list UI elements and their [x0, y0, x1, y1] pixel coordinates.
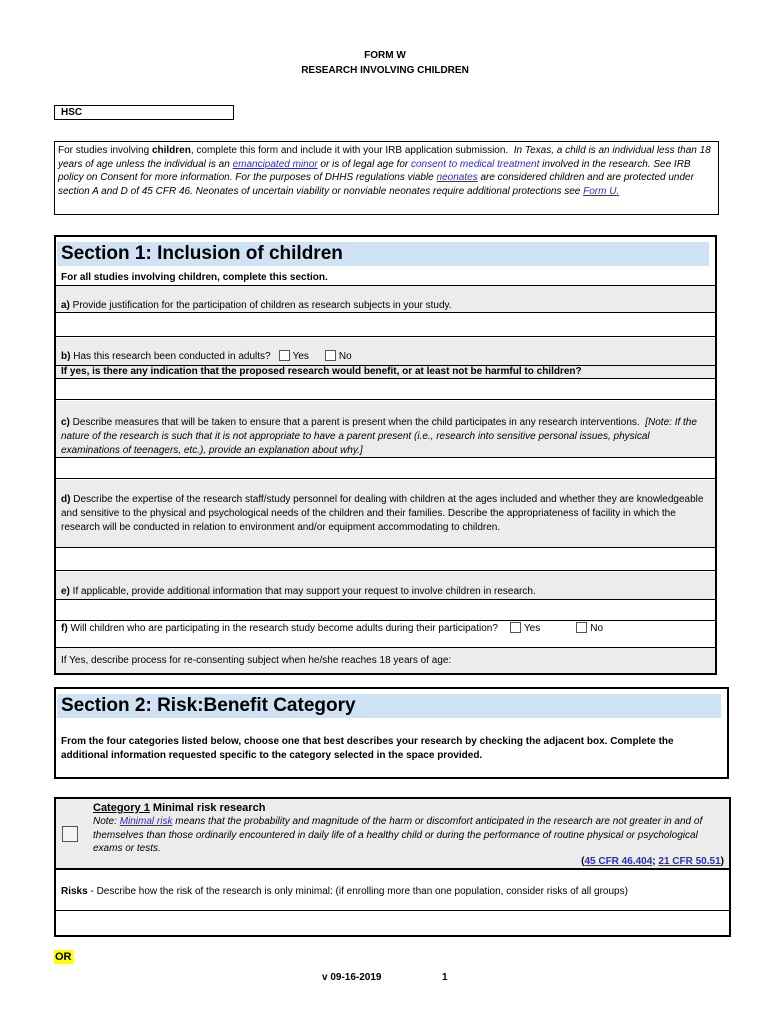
ref-close: ) [720, 856, 724, 867]
link-consent-medical[interactable]: consent to medical treatment [411, 158, 540, 170]
risks-answer-field[interactable] [56, 910, 729, 935]
link-neonates[interactable]: neonates [436, 172, 478, 183]
b-yes-checkbox[interactable] [279, 350, 290, 361]
answer-a-field[interactable] [56, 312, 715, 337]
category1-heading [93, 801, 265, 815]
link-45cfr46404[interactable]: 45 CFR 46.404 [584, 856, 653, 867]
intro-text-3: In Texas, a child is an individual less than 18 years of age unless the individual is an [58, 145, 711, 170]
answer-e-field[interactable] [56, 599, 715, 621]
risks-label: Risks [61, 886, 88, 897]
link-emancipated-minor[interactable]: emancipated minor [232, 158, 318, 170]
answer-b-field[interactable] [56, 378, 715, 400]
version-label: v 09-16-2019 [322, 972, 382, 983]
category1-note [93, 815, 713, 856]
hsc-label: HSC [61, 107, 83, 118]
category1-checkbox[interactable] [62, 826, 78, 842]
ref-open: ( [581, 856, 585, 867]
question-c-letter: c) [61, 417, 70, 428]
section2-title: Section 2: Risk:Benefit Category [57, 694, 721, 718]
f-yes-checkbox[interactable] [510, 622, 521, 633]
question-e-text: If applicable, provide additional information that may support your request to involve children in research. [69, 586, 536, 597]
question-b-followup: If yes, is there any indication that the proposed research would benefit, or at least not be harmful to children? [61, 366, 582, 377]
question-c-text: Describe measures that will be taken to ensure that a parent is present when the child participates in any research interventions. [69, 417, 640, 428]
risks-text: - Describe how the risk of the research is only minimal: (if enrolling more than one population, consider risks of all groups) [87, 886, 628, 897]
question-a-letter: a) [61, 300, 70, 311]
question-d [61, 493, 711, 535]
f-yes-label: Yes [523, 623, 541, 634]
f-no-label: No [590, 623, 604, 634]
category1-note-text: means that the probability and magnitude of the harm or discomfort anticipated in the research are not greater in and of themselves than those ordinarily encountered in daily life of a healthy child or during the performance of routine physical or psychological exams or tests. [93, 816, 703, 854]
section1-title: Section 1: Inclusion of children [57, 242, 709, 266]
question-f-letter: f) [61, 623, 68, 634]
ref-sep: ; [652, 856, 659, 867]
intro-text-4: or is of legal age for [317, 158, 411, 170]
intro-box [54, 141, 719, 215]
answer-d-field[interactable] [56, 547, 715, 571]
divider [56, 868, 729, 870]
intro-text-1: For studies involving [58, 145, 152, 156]
hsc-field[interactable] [54, 105, 234, 120]
b-yes-label: Yes [292, 351, 309, 362]
question-e [61, 585, 536, 599]
section2-instructions: From the four categories listed below, choose one that best describes your research by checking the adjacent box. Complete the additional information requested specific to the category selected in the space provided. [61, 736, 674, 761]
question-e-letter: e) [61, 586, 70, 597]
question-a-text: Provide justification for the participation of children as research subjects in your study. [69, 300, 452, 311]
category1-refs [581, 855, 724, 869]
question-b-text: Has this research been conducted in adults? [70, 351, 271, 362]
question-c [61, 416, 711, 458]
or-label: OR [55, 951, 72, 963]
question-f [61, 622, 603, 636]
intro-text-5: involved in the research. See IRB policy on Consent for more information. For the purposes of DHHS regulations viable [58, 158, 691, 183]
question-d-letter: d) [61, 494, 71, 505]
question-f-text: Will children who are participating in the research study become adults during their participation? [67, 623, 498, 634]
question-b-letter: b) [61, 351, 71, 362]
link-minimal-risk[interactable]: Minimal risk [119, 816, 173, 827]
question-d-text: Describe the expertise of the research staff/study personnel for dealing with children at the ages included and whether they are knowledgeable and sensitive to the physical and psychological needs of the children and their families. Describe the appropriateness of facility in which the research will be conducted in relation to environment and/or equipment accommodating to children. [61, 494, 704, 533]
link-form-u[interactable]: Form U. [583, 185, 620, 197]
page-number: 1 [442, 972, 448, 983]
b-no-label: No [338, 351, 352, 362]
question-f-followup: If Yes, describe process for re-consenting subject when he/she reaches 18 years of age: [61, 655, 452, 666]
question-c-note: [Note: If the nature of the research is such that it is not appropriate to have a parent present (i.e., research into sensitive personal issues, physical examinations of teenagers, etc.), provide an explanation about why.] [61, 417, 697, 456]
section1-subtitle: For all studies involving children, complete this section. [61, 272, 328, 283]
form-name: FORM W [364, 50, 406, 61]
link-21cfr5051[interactable]: 21 CFR 50.51 [658, 856, 721, 867]
category1-label: Category 1 [93, 802, 150, 814]
category1-note-prefix: Note: [93, 816, 120, 827]
intro-text-6: are considered children and are protected under section A and D of 45 CFR 46. Neonates of uncertain viability or nonviable neonates require additional protections see [58, 172, 694, 197]
intro-children: children [151, 145, 191, 156]
form-subtitle: RESEARCH INVOLVING CHILDREN [301, 65, 469, 76]
question-a [61, 299, 452, 313]
risks-question [61, 885, 628, 899]
category1-title: Minimal risk research [149, 802, 266, 814]
answer-c-field[interactable] [56, 457, 715, 479]
question-b [61, 350, 352, 364]
b-no-checkbox[interactable] [325, 350, 336, 361]
intro-text-2: , complete this form and include it with your IRB application submission. [190, 145, 509, 156]
f-no-checkbox[interactable] [576, 622, 587, 633]
